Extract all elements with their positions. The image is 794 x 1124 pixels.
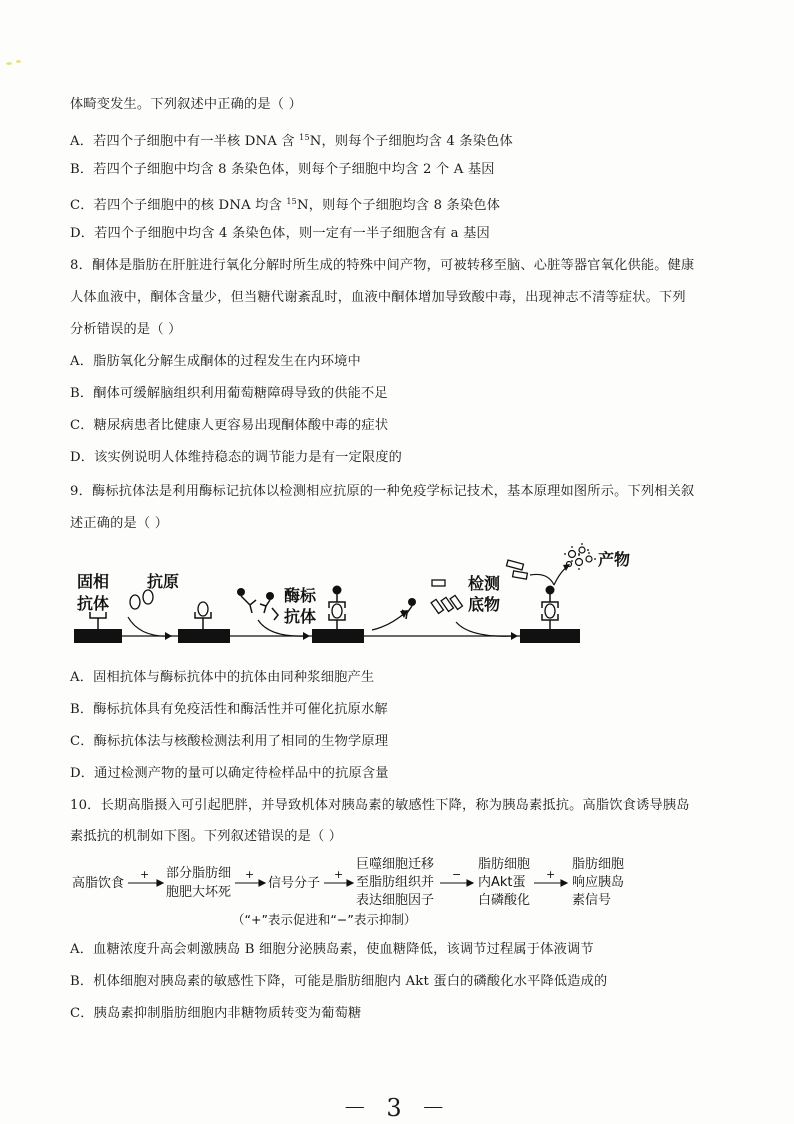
flow-arrowhead-5 bbox=[561, 880, 567, 886]
q10-option-a: A．血糖浓度升高会刺激胰岛 B 细胞分泌胰岛素，使血糖降低，该调节过程属于体液调节 bbox=[70, 942, 594, 957]
flow-sign-3: + bbox=[334, 868, 344, 881]
page-number: － 3 － bbox=[342, 1094, 452, 1122]
q10-stem-line-1: 10．长期高脂摄入可引起肥胖，并导致机体对胰岛素的敏感性下降，称为胰岛素抵抗。高脂饮食诱导胰岛 bbox=[70, 798, 690, 813]
q8-option-d: D．该实例说明人体维持稳态的调节能力是有一定限度的 bbox=[70, 450, 403, 465]
flow-node-akt-1: 脂肪细胞 bbox=[478, 857, 531, 872]
flow-arrowhead-1 bbox=[157, 880, 163, 886]
antigen-free-2 bbox=[143, 590, 153, 604]
paper-speck bbox=[6, 62, 12, 65]
insulin-resistance-flowchart bbox=[60, 852, 660, 932]
q10-stem-line-2: 素抵抗的机制如下图。下列叙述错误的是（ ） bbox=[70, 829, 343, 844]
flow-sign-2: + bbox=[245, 868, 255, 881]
solid-plate-1 bbox=[74, 629, 122, 643]
q8-stem-line-2: 人体血液中，酮体含量少，但当糖代谢紊乱时，血液中酮体增加导致酸中毒，出现神志不清等症状。下列 bbox=[70, 290, 686, 305]
label-enzyme-antibody-2: 抗体 bbox=[284, 607, 317, 626]
q9-option-d: D．通过检测产物的量可以确定待检样品中的抗原含量 bbox=[70, 766, 389, 781]
flow-arrowhead-2 bbox=[259, 880, 265, 886]
flow-legend: （“+”表示促进和“−”表示抑制） bbox=[232, 912, 417, 927]
enzyme-bound-4 bbox=[546, 586, 555, 595]
q9-option-b: B．酶标抗体具有免疫活性和酶活性并可催化抗原水解 bbox=[70, 702, 388, 717]
q8-option-a: A．脂肪氧化分解生成酮体的过程发生在内环境中 bbox=[70, 354, 361, 369]
flow-node-insulin-response-3: 素信号 bbox=[572, 893, 612, 908]
antibody-cup-4 bbox=[542, 614, 558, 620]
q9-stem-line-1: 9．酶标抗体法是利用酶标记抗体以检测相应抗原的一种免疫学标记技术，基本原理如图所示。下列相关叙 bbox=[70, 484, 695, 499]
substrate-5 bbox=[506, 560, 523, 570]
q7-option-a-superscript: 15 bbox=[299, 133, 310, 142]
substrate-4 bbox=[450, 595, 462, 609]
flow-node-akt-2: 内Akt蛋 bbox=[478, 875, 526, 890]
substrate-curve-arrow bbox=[530, 574, 554, 585]
substrate-1 bbox=[432, 580, 445, 586]
enzyme-free-2 bbox=[266, 592, 274, 600]
elisa-diagram bbox=[60, 540, 740, 660]
q9-option-a: A．固相抗体与酶标抗体中的抗体由同种浆细胞产生 bbox=[70, 670, 375, 685]
antigen-bound-3 bbox=[332, 604, 342, 618]
enzyme-washed bbox=[408, 598, 416, 606]
q7-option-a-pre: A．若四个子细胞中有一半核 DNA 含 bbox=[70, 134, 300, 149]
q8-option-b: B．酮体可缓解脑组织利用葡萄糖障碍导致的供能不足 bbox=[70, 386, 388, 401]
flow-node-akt-3: 白磷酸化 bbox=[478, 893, 531, 908]
flow-node-signal-molecule: 信号分子 bbox=[268, 876, 321, 891]
flow-node-high-fat-diet: 高脂饮食 bbox=[72, 876, 125, 891]
q7-option-c-pre: C．若四个子细胞中的核 DNA 均含 bbox=[70, 198, 287, 213]
paper-speck bbox=[16, 60, 21, 63]
flow-sign-1: + bbox=[140, 868, 150, 881]
product-cluster bbox=[564, 543, 596, 570]
q9-stem-line-2: 述正确的是（ ） bbox=[70, 516, 169, 531]
label-enzyme-antibody-1: 酶标 bbox=[284, 586, 317, 605]
antigen-bound-4 bbox=[545, 604, 555, 618]
flow-node-insulin-response-1: 脂肪细胞 bbox=[572, 857, 625, 872]
antibody-cup-3 bbox=[329, 614, 345, 620]
solid-plate-2 bbox=[178, 629, 230, 643]
flow-arrowhead-4 bbox=[467, 880, 473, 886]
flow-node-adipocyte-necrosis-2: 胞肥大坏死 bbox=[166, 885, 232, 900]
flow-node-insulin-response-2: 响应胰岛 bbox=[572, 875, 625, 890]
q7-option-c-post: N，则每个子细胞均含 8 条染色体 bbox=[296, 198, 501, 213]
q10-option-c: C．胰岛素抑制脂肪细胞内非糖物质转变为葡萄糖 bbox=[70, 1006, 362, 1021]
solid-plate-3 bbox=[312, 629, 364, 643]
flow-node-macrophage-1: 巨噬细胞迁移 bbox=[356, 857, 435, 872]
label-solid-antibody-2: 抗体 bbox=[77, 594, 110, 613]
flow-arrowhead-3 bbox=[347, 880, 353, 886]
q7-option-a-post: N，则每个子细胞均含 4 条染色体 bbox=[309, 134, 513, 149]
label-antigen: 抗原 bbox=[147, 572, 180, 591]
q7-option-b: B．若四个子细胞中均含 8 条染色体，则每个子细胞中均含 2 个 A 基因 bbox=[70, 162, 495, 177]
solid-plate-4 bbox=[520, 629, 580, 643]
label-product: 产物 bbox=[598, 550, 631, 569]
q7-stem-end: 体畸变发生。下列叙述中正确的是（ ） bbox=[70, 97, 302, 112]
q9-option-c: C．酶标抗体法与核酸检测法利用了相同的生物学原理 bbox=[70, 734, 389, 749]
antigen-bound-2 bbox=[198, 602, 208, 616]
q8-stem-line-3: 分析错误的是（ ） bbox=[70, 322, 182, 337]
arrowhead-2 bbox=[303, 632, 310, 640]
q10-option-b: B．机体细胞对胰岛素的敏感性下降，可能是脂肪细胞内 Akt 蛋白的磷酸化水平降低造成的 bbox=[70, 974, 608, 989]
arrow-wash bbox=[372, 612, 406, 630]
substrate-6 bbox=[513, 571, 528, 579]
q7-option-d: D．若四个子细胞中均含 4 条染色体，则一定有一半子细胞含有 a 基因 bbox=[70, 226, 490, 241]
label-solid-antibody-1: 固相 bbox=[77, 572, 110, 591]
q7-option-a bbox=[70, 129, 513, 151]
enzyme-free-1 bbox=[237, 588, 245, 596]
arrowhead-3 bbox=[511, 632, 518, 640]
enzyme-antibody-free-1 bbox=[241, 596, 256, 613]
antibody-cup-2 bbox=[195, 612, 211, 618]
q8-option-c: C．糖尿病患者比健康人更容易出现酮体酸中毒的症状 bbox=[70, 418, 389, 433]
label-substrate-1: 检测 bbox=[468, 574, 501, 593]
flow-sign-4: − bbox=[452, 868, 462, 881]
enzyme-antibody-free-2 bbox=[260, 600, 270, 613]
enzyme-bound-3 bbox=[333, 586, 342, 595]
flow-node-macrophage-2: 至脂肪组织并 bbox=[356, 875, 435, 890]
enzyme-antibody-cap-4 bbox=[542, 602, 558, 608]
enzyme-antibody-free-3 bbox=[272, 608, 278, 620]
flow-node-adipocyte-necrosis-1: 部分脂肪细 bbox=[166, 866, 232, 881]
flow-node-macrophage-3: 表达细胞因子 bbox=[356, 893, 435, 908]
arrow-step-3 bbox=[456, 622, 514, 636]
enzyme-antibody-cap-3 bbox=[329, 602, 345, 608]
label-substrate-2: 底物 bbox=[468, 595, 501, 614]
flow-sign-5: + bbox=[546, 868, 556, 881]
arrowhead-1 bbox=[165, 632, 172, 640]
antigen-free-1 bbox=[130, 595, 140, 609]
q7-option-c-superscript: 15 bbox=[286, 197, 297, 206]
q8-stem-line-1: 8．酮体是脂肪在肝脏进行氧化分解时所生成的特殊中间产物，可被转移至脑、心脏等器官氧化供能。健康 bbox=[70, 258, 695, 273]
q7-option-c bbox=[70, 193, 500, 215]
